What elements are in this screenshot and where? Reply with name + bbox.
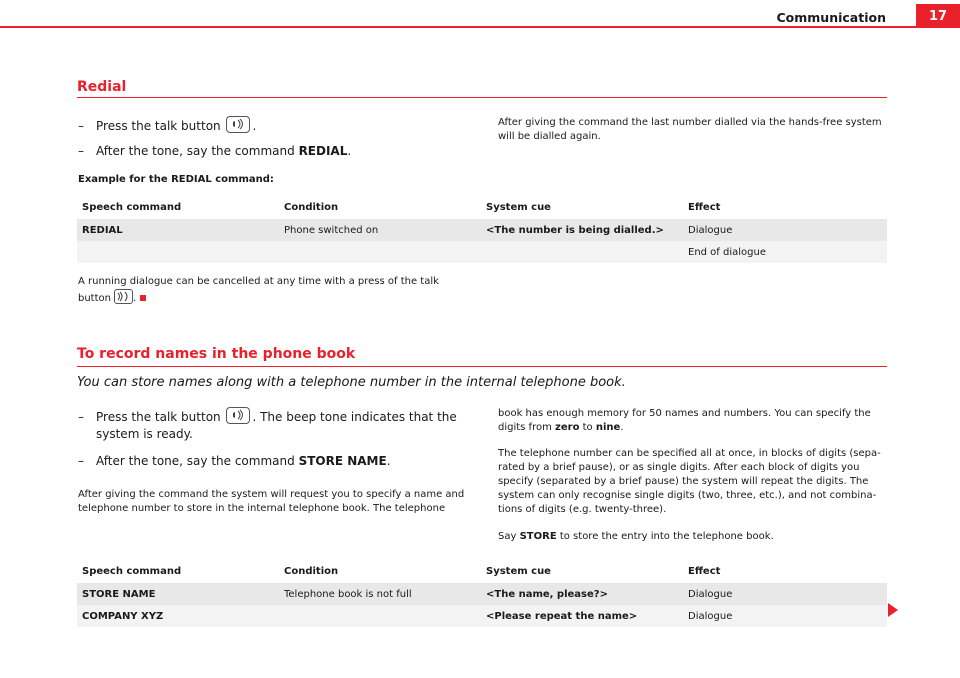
continue-arrow-icon <box>888 603 898 617</box>
record-left-paragraph: After giving the command the system will request you to specify a name and telephone number to store in the internal telephone book. The telephone <box>78 489 465 514</box>
section-rule-redial <box>77 97 887 98</box>
record-intro: You can store names along with a telephone number in the internal telephone book. <box>77 375 626 390</box>
table-header: Effect <box>683 560 887 583</box>
section-title-redial: Redial <box>77 79 127 95</box>
page-number: 17 <box>916 4 960 28</box>
talk-button-icon <box>114 289 133 304</box>
table-header: System cue <box>481 196 683 219</box>
cancel-dialogue-note: A running dialogue can be cancelled at any time with a press of the talk button . <box>78 276 439 304</box>
redial-description: After giving the command the last number dialled via the hands-free system will be dialled again. <box>498 117 882 142</box>
redial-step-1: – Press the talk button . <box>78 116 256 135</box>
table-header: Effect <box>683 196 887 219</box>
table-header: Condition <box>279 196 481 219</box>
record-right-paragraph-2: The telephone number can be specified all at once, in blocks of digits (sepa-rated by a brief pause), or as single digits. After each block of digits you specify (separated by a brief pause) the system will repeat the digits. The system can only recognise single digits (two, three, etc.), and not combina-tions of digits (e.g. twenty-three). <box>498 448 881 515</box>
section-rule-record <box>77 366 887 367</box>
table-header: Speech command <box>77 196 279 219</box>
record-right-paragraph-3: Say STORE to store the entry into the telephone book. <box>498 531 774 542</box>
record-right-paragraph-1: book has enough memory for 50 names and numbers. You can specify the digits from zero to nine. <box>498 408 871 433</box>
table-header: Speech command <box>77 560 279 583</box>
header-title: Communication <box>776 10 886 25</box>
table-row: STORE NAME Telephone book is not full <The name, please?> Dialogue <box>77 583 887 606</box>
talk-button-icon <box>226 407 250 424</box>
header-rule <box>0 26 916 28</box>
record-step-2: – After the tone, say the command STORE NAME. <box>78 454 391 468</box>
table-row: End of dialogue <box>77 241 887 263</box>
record-step-1: – Press the talk button . The beep tone indicates that the system is ready. <box>78 407 457 443</box>
table-row: REDIAL Phone switched on <The number is being dialled.> Dialogue <box>77 219 887 242</box>
table-header: Condition <box>279 560 481 583</box>
end-of-section-icon <box>140 295 146 301</box>
redial-command-table <box>77 196 887 263</box>
table-row: COMPANY XYZ <Please repeat the name> Dialogue <box>77 605 887 627</box>
talk-button-icon <box>226 116 250 133</box>
store-name-command-table <box>77 560 887 627</box>
redial-example-label: Example for the REDIAL command: <box>78 174 274 185</box>
section-title-record: To record names in the phone book <box>77 346 356 362</box>
table-header: System cue <box>481 560 683 583</box>
redial-step-2: – After the tone, say the command REDIAL. <box>78 144 352 158</box>
